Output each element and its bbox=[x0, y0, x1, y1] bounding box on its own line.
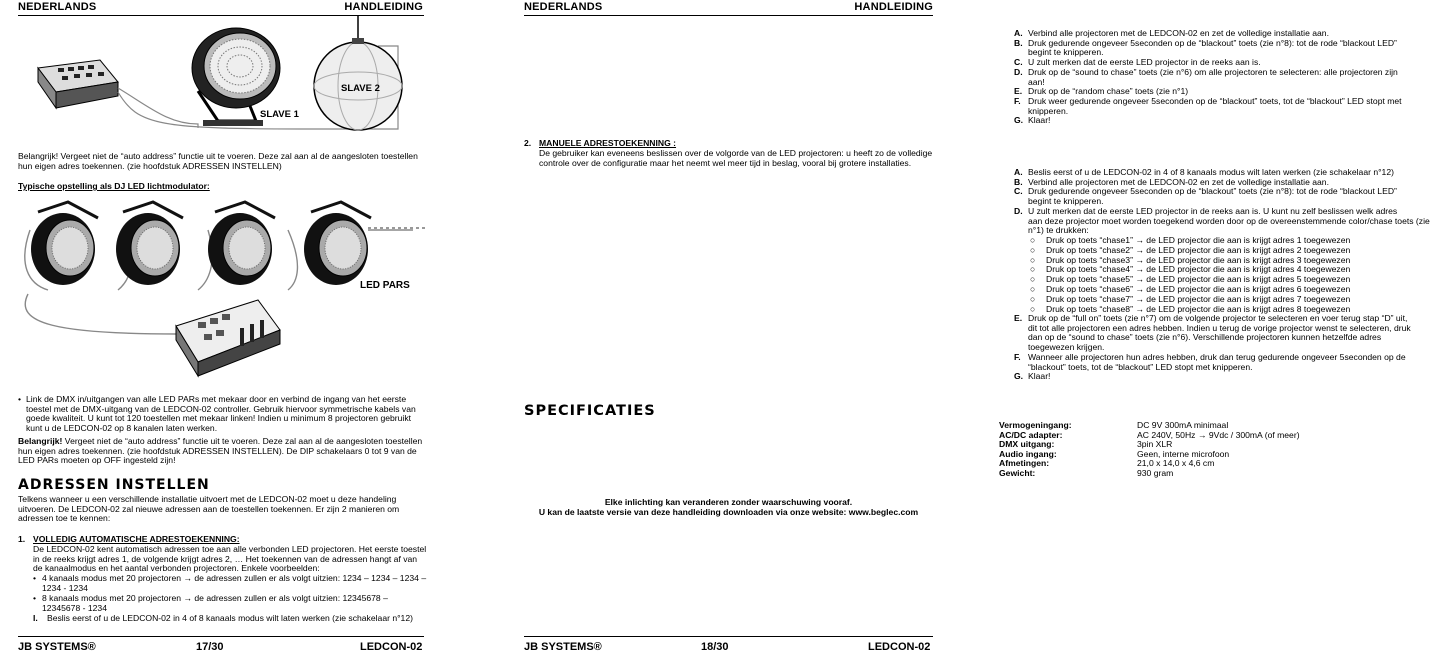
mirror-ball-drawing bbox=[314, 16, 402, 130]
spec-value: DC 9V 300mA minimaal bbox=[1137, 420, 1229, 430]
spec-value: 3pin XLR bbox=[1137, 439, 1173, 450]
step-text: dan op de “sound to chase” toets (zie n°6). Verschillende projectoren kunnen hetzelfde adres bbox=[1028, 332, 1382, 343]
spec-key: Gewicht: bbox=[999, 468, 1036, 478]
circle-bullet-icon: ○ bbox=[1030, 254, 1036, 265]
step-text: n°1) te drukken: bbox=[1028, 225, 1089, 236]
section-intro: Telkens wanneer u een verschillende installatie uitvoert met de LEDCON-02 moet u deze handeling uitvoeren. De LEDCON-02 zal nieuwe adressen aan de toestellen toekennen. Er zijn 2 manieren om adressen toe te kennen: bbox=[18, 494, 400, 524]
spec-value: 930 gram bbox=[1137, 468, 1174, 478]
footer-brand: JB SYSTEMS® bbox=[18, 641, 96, 653]
step-label: E. bbox=[1014, 86, 1023, 97]
spec-key: Afmetingen: bbox=[999, 458, 1050, 469]
spec-title: SPECIFICATIES bbox=[524, 403, 656, 419]
step-row bbox=[1014, 68, 1398, 78]
slave1-label: SLAVE 1 bbox=[260, 109, 299, 120]
left-page bbox=[0, 0, 475, 654]
step-label: G. bbox=[1014, 371, 1024, 382]
step-text: “blackout” toets, tot de “blackout” LED stopt met knipperen. bbox=[1028, 361, 1253, 372]
step-text: dit tot alle projectoren een adres hebben. Indien u terug de vorige projector wenst te selecteren, druk bbox=[1028, 322, 1411, 333]
step-text: Verbind alle projectoren met de LEDCON-02 en zet de volledige installatie aan. bbox=[1028, 176, 1329, 187]
footer-page: 18/30 bbox=[701, 641, 729, 653]
auto-heading: VOLLEDIG AUTOMATISCHE ADRESTOEKENNING: bbox=[33, 534, 240, 544]
link-bullet bbox=[18, 395, 428, 433]
chase-text: Druk op toets “chase1” → de LED projector die aan is krijgt adres 1 toegewezen bbox=[1046, 235, 1351, 245]
section-title: ADRESSEN INSTELLEN bbox=[18, 477, 210, 493]
par-can-2 bbox=[116, 202, 183, 285]
step-text: aan! bbox=[1028, 76, 1045, 87]
circle-bullet-icon: ○ bbox=[1030, 274, 1036, 285]
par-can-3 bbox=[208, 202, 275, 285]
chase-text: Druk op toets “chase4” → de LED projector die aan is krijgt adres 4 toegewezen bbox=[1046, 264, 1351, 275]
step-label: D. bbox=[1014, 66, 1023, 77]
footer-model: LEDCON-02 bbox=[360, 641, 423, 653]
footer-rule bbox=[18, 636, 424, 637]
step-label: F. bbox=[1014, 95, 1021, 106]
top-illustration bbox=[18, 16, 428, 134]
step-text: Druk op de “sound to chase” toets (zie n°6) om alle projectoren te selecteren: alle projectoren zijn bbox=[1028, 66, 1398, 77]
chase-text: Druk op toets “chase5” → de LED projector die aan is krijgt adres 5 toegewezen bbox=[1046, 274, 1351, 285]
step-text: Druk gedurende ongeveer 5seconden op de “blackout” toets (zie n°8): tot de rode “blackout LED” bbox=[1028, 37, 1397, 48]
led-pars-label: LED PARS bbox=[360, 280, 410, 291]
footer-model: LEDCON-02 bbox=[868, 641, 931, 653]
step-i-label: I. bbox=[33, 613, 38, 623]
step-row bbox=[1014, 116, 1050, 126]
step-label: C. bbox=[1014, 186, 1023, 197]
header-title: HANDLEIDING bbox=[854, 1, 933, 13]
step-text: U zult merken dat de eerste LED projector in de reeks aan is. bbox=[1028, 57, 1261, 68]
slave2-label: SLAVE 2 bbox=[341, 83, 380, 94]
step-row bbox=[1014, 97, 1402, 107]
step-label: D. bbox=[1014, 205, 1023, 216]
spec-key: AC/DC adapter: bbox=[999, 429, 1063, 440]
step-text: Klaar! bbox=[1028, 371, 1051, 382]
circle-bullet-icon: ○ bbox=[1030, 235, 1036, 245]
chase-text: Druk op toets “chase7” → de LED projector die aan is krijgt adres 7 toegewezen bbox=[1046, 293, 1351, 304]
step-label: B. bbox=[1014, 37, 1023, 48]
step-text: begint te knipperen. bbox=[1028, 196, 1104, 207]
header-language: NEDERLANDS bbox=[524, 1, 603, 13]
step-text: Druk op de “random chase” toets (zie n°1) bbox=[1028, 86, 1189, 97]
spec-value: 21,0 x 14,0 x 4,6 cm bbox=[1137, 458, 1215, 469]
example-2-text: 8 kanaals modus met 20 projectoren → de adressen zullen er als volgt uitzien: 12345678 – 12345678 - 1234 bbox=[42, 593, 388, 613]
controller-drawing bbox=[38, 60, 118, 108]
step-text: knipperen. bbox=[1028, 105, 1069, 116]
led-pars-illustration bbox=[18, 194, 430, 390]
manual-intro: De gebruiker kan eveneens beslissen over de volgorde van de LED projectoren: u heeft zo de volledige controle over de configuratie maar het neemt wel meer tijd in beslag, vooral bij grotere installaties. bbox=[539, 148, 933, 168]
bullet-dot: • bbox=[18, 394, 22, 404]
step-label: B. bbox=[1014, 176, 1023, 187]
step-text: toegewezen krijgen. bbox=[1028, 342, 1105, 353]
spec-key: Vermogeningang: bbox=[999, 420, 1072, 430]
step-text: aan deze projector moet worden toegekend worden door op de overeenstemmende color/chase toets (zie bbox=[1028, 215, 1430, 226]
spec-key: Audio ingang: bbox=[999, 448, 1057, 459]
step-text: Druk weer gedurende ongeveer 5seconden op de “blackout” toets, tot de “blackout” LED stopt met bbox=[1028, 95, 1402, 106]
step-text: Druk op de “full on” toets (zie n°7) om de volgende projector te selecteren en voer terug stap “D” uit, bbox=[1028, 313, 1408, 323]
important-text: Vergeet niet de “auto address” functie uit te voeren. Deze zal aan al de aangesloten toestellen hun eigen adres toekennen. (zie hoofdstuk ADRESSEN INSTELLEN). De DIP schakelaars 0 tot 9 van de LED PARs moeten op OFF ingesteld zijn! bbox=[18, 436, 423, 466]
footer-page: 17/30 bbox=[196, 641, 224, 653]
step-text: Beslis eerst of u de LEDCON-02 in 4 of 8 kanaals modus wilt laten werken (zie schakelaar n°12) bbox=[1028, 167, 1394, 177]
step-label: F. bbox=[1014, 351, 1021, 362]
auto-text: De LEDCON-02 kent automatisch adressen toe aan alle verbonden LED projectoren. Het eerste toestel in de reeks krijgt adres 1, de volgende krijgt adres 2, … Het toekennen van de adressen hangt af van de kanaalmodus en het aantal verbonden projectoren. Enkele voorbeelden: bbox=[33, 544, 427, 574]
intro-note: Belangrijk! Vergeet niet de “auto address” functie uit te voeren. Deze zal aan al de aangesloten toestellen hun eigen adres toekennen. (zie hoofdstuk ADRESSEN INSTELLEN) bbox=[18, 151, 418, 171]
step-i bbox=[33, 614, 428, 624]
circle-bullet-icon: ○ bbox=[1030, 244, 1036, 255]
manual-heading: MANUELE ADRESTOEKENNING : bbox=[539, 138, 677, 148]
step-label: E. bbox=[1014, 313, 1023, 323]
spec-key: DMX uitgang: bbox=[999, 439, 1055, 450]
manual-num: 2. bbox=[524, 138, 532, 148]
circle-bullet-icon: ○ bbox=[1030, 303, 1036, 314]
important-note bbox=[18, 437, 428, 466]
step-text: U zult merken dat de eerste LED projector in de reeks aan is. U kunt nu zelf beslissen welk adres bbox=[1028, 205, 1398, 216]
setup-heading: Typische opstelling als DJ LED lichtmodulator: bbox=[18, 181, 210, 191]
step-text: Klaar! bbox=[1028, 115, 1051, 126]
step-label: A. bbox=[1014, 28, 1023, 38]
step-label: A. bbox=[1014, 167, 1023, 177]
header-rule bbox=[524, 15, 933, 16]
chase-text: Druk op toets “chase3” → de LED projector die aan is krijgt adres 3 toegewezen bbox=[1046, 254, 1351, 265]
par-can-1 bbox=[31, 202, 98, 285]
step-text: Druk gedurende ongeveer 5seconden op de “blackout” toets (zie n°8): tot de rode “blackout LED” bbox=[1028, 186, 1397, 197]
step-i-text: Beslis eerst of u de LEDCON-02 in 4 of 8 kanaals modus wilt laten werken (zie schakelaar n°12) bbox=[47, 613, 413, 623]
circle-bullet-icon: ○ bbox=[1030, 284, 1036, 294]
chase-text: Druk op toets “chase6” → de LED projector die aan is krijgt adres 6 toegewezen bbox=[1046, 284, 1351, 294]
step-text: Verbind alle projectoren met de LEDCON-02 en zet de volledige installatie aan. bbox=[1028, 28, 1329, 38]
bullet-dot: • bbox=[33, 593, 37, 603]
step-text: begint te knipperen. bbox=[1028, 47, 1104, 58]
spec-value: Geen, interne microfoon bbox=[1137, 448, 1230, 459]
circle-bullet-icon: ○ bbox=[1030, 293, 1036, 304]
step-label: G. bbox=[1014, 115, 1024, 126]
chase-text: Druk op toets “chase8” → de LED projector die aan is krijgt adres 8 toegewezen bbox=[1046, 303, 1351, 314]
par-can-4 bbox=[304, 202, 371, 285]
auto-num: 1. bbox=[18, 534, 26, 544]
notice-1: Elke inlichting kan veranderen zonder waarschuwing vooraf. bbox=[604, 497, 853, 507]
footer-rule bbox=[524, 636, 933, 637]
example-1-text: 4 kanaals modus met 20 projectoren → de adressen zullen er als volgt uitzien: 1234 – 1234 – 1234 – 1234 - 1234 bbox=[42, 573, 427, 593]
bullet-dot: • bbox=[33, 573, 37, 583]
header-title: HANDLEIDING bbox=[344, 1, 423, 13]
circle-bullet-icon: ○ bbox=[1030, 264, 1036, 275]
step-row bbox=[1014, 372, 1050, 382]
step-label: C. bbox=[1014, 57, 1023, 68]
example-1 bbox=[33, 574, 428, 593]
notice-2: U kan de laatste versie van deze handleiding downloaden via onze website: www.beglec.com bbox=[538, 507, 919, 517]
important-label: Belangrijk! bbox=[18, 436, 63, 446]
chase-text: Druk op toets “chase2” → de LED projector die aan is krijgt adres 2 toegewezen bbox=[1046, 244, 1351, 255]
right-page bbox=[475, 0, 1430, 654]
link-bullet-text: Link de DMX in/uitgangen van alle LED PARs met mekaar door en verbind de ingang van het eerste toestel met de DMX-uitgang van de LEDCON-02 controller. Gebruik hiervoor symmetrische kabels van goede kwaliteit. U kunt tot 120 toestellen met mekaar linken! Indien u minimum 8 projectoren gebruikt kunt u de LEDCON-02 op 8 kanalen laten werken. bbox=[26, 394, 416, 433]
header-language: NEDERLANDS bbox=[18, 1, 97, 13]
step-text: Wanneer alle projectoren hun adres hebben, druk dan terug gedurende ongeveer 5seconden op de bbox=[1028, 351, 1406, 362]
example-2 bbox=[33, 594, 428, 613]
footer-brand: JB SYSTEMS® bbox=[524, 641, 602, 653]
spec-value: AC 240V, 50Hz → 9Vdc / 300mA (of meer) bbox=[1137, 429, 1300, 440]
ledcon-controller-drawing bbox=[176, 300, 280, 376]
